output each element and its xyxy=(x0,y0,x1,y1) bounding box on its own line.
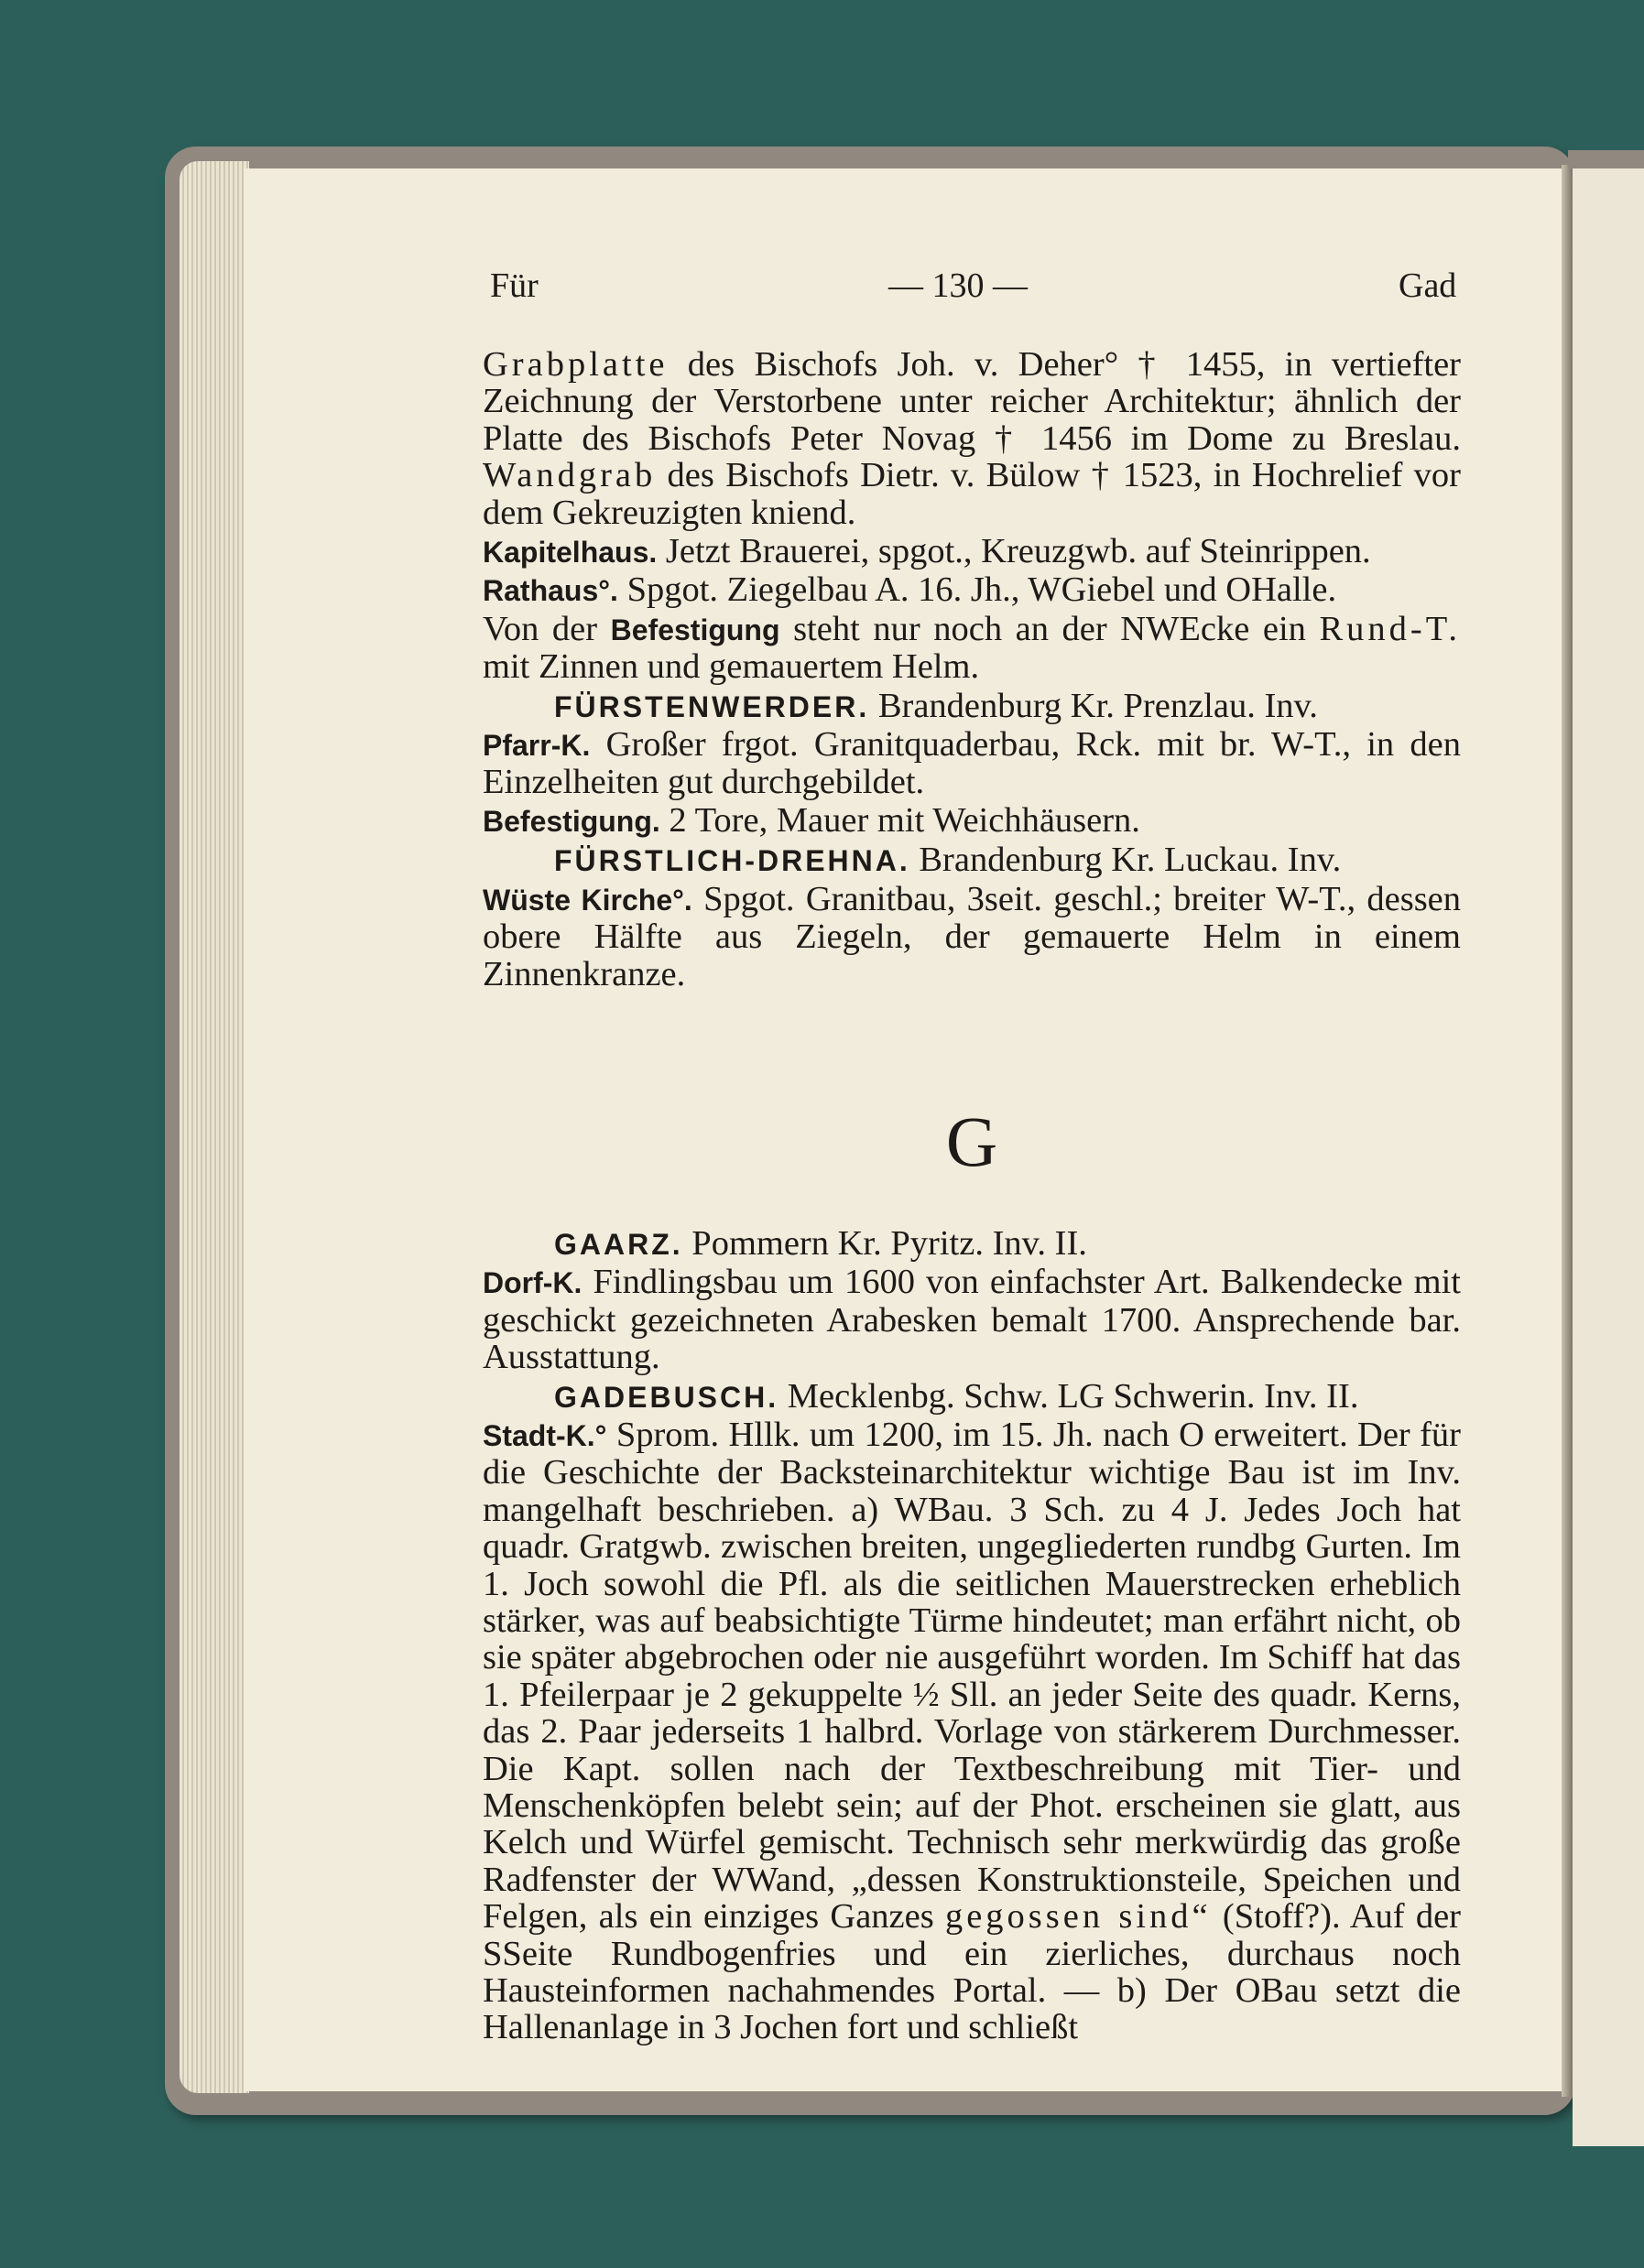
keyword: Befestigung. xyxy=(483,804,660,838)
entry-befestigung xyxy=(483,611,1461,686)
section-letter: G xyxy=(945,1101,998,1181)
keyword: Befestigung xyxy=(610,613,780,646)
running-head-left: Für xyxy=(490,266,539,305)
entry-text: Mecklenbg. Schw. LG Schwerin. Inv. II. xyxy=(787,1376,1359,1416)
entry-text: Spgot. Granitbau, 3seit. geschl.; breiter W-T., dessen obere Hälfte aus Ziegeln, der gemauerte Helm in einem Zinnenkranze. xyxy=(483,879,1462,993)
entry-text: Pommern Kr. Pyritz. Inv. II. xyxy=(691,1223,1087,1263)
book-gutter xyxy=(1562,165,1573,2097)
entry-text: Großer frgot. Granitquaderbau, Rck. mit br. W-T., in den Einzelheiten gut durchgebildet. xyxy=(483,725,1461,802)
place-name: GADEBUSCH. xyxy=(554,1380,779,1414)
spaced-word: gegossen sind“ xyxy=(944,1897,1212,1937)
place-name: GAARZ. xyxy=(554,1227,683,1261)
spaced-word: Grabplatte xyxy=(483,345,669,384)
entry-text: Findlingsbau um 1600 von einfachster Art. Balkendecke mit geschickt gezeichneten Arabesken bemalt 1700. Ansprechende bar. Ausstattung. xyxy=(483,1263,1461,1377)
entry-rathaus xyxy=(483,571,1461,609)
page-text xyxy=(483,258,1461,2046)
paragraph: Grabplatte des Bischofs Joh. v. Deher° † 1455, in vertiefter Zeichnung der Verstorbene unter reicher Architektur; ähnlich der Platte des Bischofs Peter Novag † 1456 im Dome zu Breslau. Wandgrab des Bischofs Dietr. v. Bülow † 1523, in Hochrelief vor dem Gekreuzigten kniend. xyxy=(483,345,1461,532)
entry-pfarr-k xyxy=(483,726,1461,801)
entry-text: Brandenburg Kr. Prenzlau. Inv. xyxy=(877,686,1318,725)
page-number: — 130 — xyxy=(888,266,1028,305)
keyword: Stadt-K.° xyxy=(483,1418,607,1452)
spaced-word: Wandgrab xyxy=(483,456,657,495)
entry-text: Spgot. Ziegelbau A. 16. Jh., WGiebel und OHalle. xyxy=(626,570,1337,610)
entry-text: (Stoff?). Auf der SSeite Rundbogenfries und ein zierliches, durchaus noch Hausteinformen nachahmendes Portal. — b) Der OBau setzt die Hallenanlage in 3 Jochen fort und schließt xyxy=(483,1897,1461,2047)
place-name: FÜRSTENWERDER. xyxy=(554,689,870,723)
page-edges xyxy=(180,161,249,2093)
keyword: Pfarr-K. xyxy=(483,729,591,763)
keyword: Dorf-K. xyxy=(483,1266,582,1300)
entry-text: Von der xyxy=(483,609,598,648)
entry-text: steht nur noch an der NWEcke ein xyxy=(793,609,1306,648)
place-heading xyxy=(483,1225,1461,1263)
entry-text: Brandenburg Kr. Luckau. Inv. xyxy=(919,841,1342,880)
keyword: Kapitelhaus. xyxy=(483,536,658,570)
entry-stadt-k xyxy=(483,1416,1461,2046)
entry-befestigung-2 xyxy=(483,802,1461,840)
entry-text: Sprom. Hllk. um 1200, im 15. Jh. nach O erweitert. Der für die Geschichte der Backsteinarchitektur wichtige Bau ist im Inv. mangelhaft beschrieben. a) WBau. 3 Sch. zu 4 J. Jedes Joch hat quadr. Gratgwb. zwischen breiten, ungegliederten rundbg Gurten. Im 1. Joch sowohl die Pfl. als die seitlichen Mauerstrecken erheblich stärker, was auf beabsichtigte Türme hindeutet; man erfährt nicht, ob sie später abgebrochen oder nie ausgeführt worden. Im Schiff hat das 1. Pfeilerpaar je 2 gekuppelte ½ Sll. an jeder Seite des quadr. Kerns, das 2. Paar jederseits 1 halbrd. Vorlage von stärkerem Durchmesser. Die Kapt. sollen nach der Textbeschreibung mit Tier- und Menschenköpfen belebt sein; auf der Phot. erscheinen sie glatt, aus Kelch und Würfel gemischt. Technisch sehr merkwürdig das große Radfenster der WWand, „dessen Konstruktionsteile, Speichen und Felgen, als ein einziges Ganzes xyxy=(483,1415,1461,1937)
entry-wueste-kirche xyxy=(483,881,1461,993)
place-name: FÜRSTLICH-DREHNA. xyxy=(554,844,910,878)
next-page-edge xyxy=(1573,168,1644,2146)
entry-text: mit Zinnen und gemauertem Helm. xyxy=(483,647,980,687)
entry-text: Jetzt Brauerei, spgot., Kreuzgwb. auf Steinrippen. xyxy=(665,532,1371,571)
next-page-cover xyxy=(1568,150,1644,168)
entry-dorf-k xyxy=(483,1264,1461,1375)
spaced-word: Rund-T. xyxy=(1319,609,1462,648)
entry-text: 2 Tore, Mauer mit Weichhäusern. xyxy=(669,800,1140,840)
place-heading xyxy=(483,1378,1461,1416)
place-heading xyxy=(483,688,1461,725)
keyword: Wüste Kirche°. xyxy=(483,883,692,917)
keyword: Rathaus°. xyxy=(483,574,618,608)
place-heading xyxy=(483,841,1461,879)
running-head-right: Gad xyxy=(1399,266,1457,305)
entry-kapitelhaus xyxy=(483,533,1461,570)
